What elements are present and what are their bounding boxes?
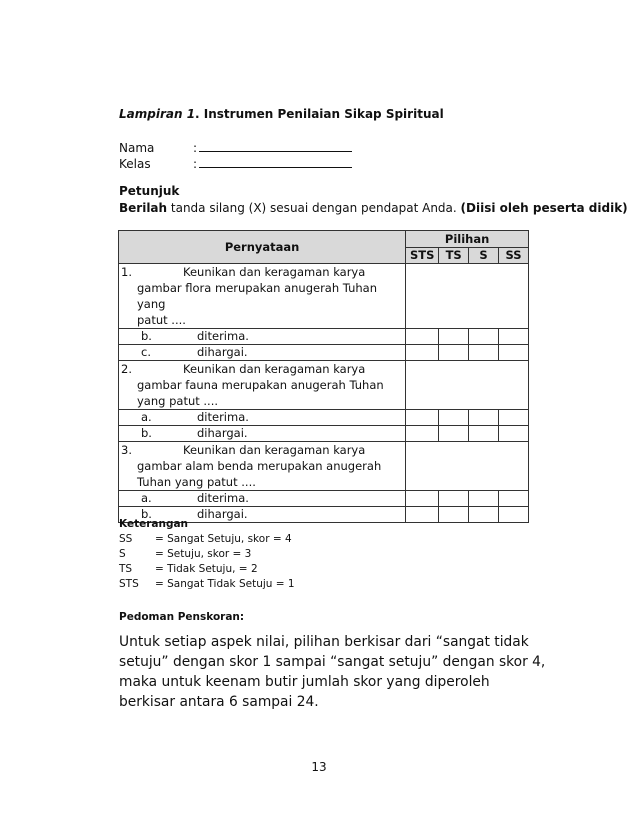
choice-cell-ts[interactable] [439, 426, 469, 442]
class-line [199, 157, 352, 168]
page-title [119, 107, 444, 121]
question-line: gambar fauna merupakan anugerah Tuhan [137, 378, 384, 392]
question-line: patut .... [137, 313, 186, 327]
question-text [119, 442, 406, 491]
choice-cell-s[interactable] [469, 410, 499, 426]
choice-cell-ts[interactable] [439, 410, 469, 426]
scoring-text: Untuk setiap aspek nilai, pilihan berkisar dari “sangat tidak setuju” dengan skor 1 sampai “sangat setuju” dengan skor 4, maka untuk keenam butir jumlah skor yang diperoleh berkisar antara 6 sampai 24. [119, 634, 546, 710]
legend-item [119, 563, 258, 575]
question-choice-blank [406, 442, 529, 491]
legend-item [119, 548, 251, 560]
choice-cell-ss[interactable] [499, 426, 529, 442]
header-statement: Pernyataan [119, 231, 406, 264]
name-colon: : [193, 141, 198, 155]
class-label: Kelas [119, 157, 151, 171]
option-letter: a. [141, 491, 152, 505]
instructions-text [119, 201, 628, 215]
choice-cell-sts[interactable] [406, 491, 439, 507]
name-field [119, 141, 352, 155]
choice-cell-ts[interactable] [439, 507, 469, 523]
name-line [199, 141, 352, 152]
question-line: yang patut .... [137, 394, 219, 408]
choice-cell-ss[interactable] [499, 410, 529, 426]
name-label: Nama [119, 141, 155, 155]
option-row [119, 410, 529, 426]
instr-bold-end: (Diisi oleh peserta didik) [460, 201, 628, 215]
choice-cell-sts[interactable] [406, 329, 439, 345]
legend-key: S [119, 548, 126, 560]
question-row [119, 442, 529, 491]
question-first-line: Keunikan dan keragaman karya [183, 265, 366, 279]
choice-cell-s[interactable] [469, 426, 499, 442]
instructions-title: Petunjuk [119, 184, 180, 198]
choice-cell-sts[interactable] [406, 426, 439, 442]
question-first-line: Keunikan dan keragaman karya [183, 443, 366, 457]
question-choice-blank [406, 361, 529, 410]
choice-cell-ss[interactable] [499, 345, 529, 361]
option-label [119, 329, 406, 345]
question-line: gambar flora merupakan anugerah Tuhan yang [137, 281, 377, 311]
choice-cell-ss[interactable] [499, 491, 529, 507]
choice-cell-ts[interactable] [439, 329, 469, 345]
choice-cell-ss[interactable] [499, 329, 529, 345]
question-row [119, 361, 529, 410]
legend-item [119, 578, 295, 590]
option-label [119, 426, 406, 442]
legend-desc: = Sangat Tidak Setuju = 1 [155, 578, 295, 590]
option-letter: b. [141, 507, 152, 521]
option-text: diterima. [197, 410, 249, 424]
choice-cell-s[interactable] [469, 345, 499, 361]
question-row [119, 264, 529, 329]
question-choice-blank [406, 264, 529, 329]
question-text [119, 361, 406, 410]
option-row [119, 491, 529, 507]
option-letter: b. [141, 329, 152, 343]
question-text [119, 264, 406, 329]
class-field [119, 157, 352, 171]
scoring-title: Pedoman Penskoran: [119, 611, 245, 623]
option-letter: b. [141, 426, 152, 440]
option-label [119, 491, 406, 507]
question-first-line: Keunikan dan keragaman karya [183, 362, 366, 376]
option-letter: c. [141, 345, 151, 359]
title-italic: Lampiran 1 [119, 107, 196, 121]
header-choice: Pilihan [406, 231, 529, 248]
legend-item [119, 533, 292, 545]
option-letter: a. [141, 410, 152, 424]
instr-bold-start: Berilah [119, 201, 168, 215]
legend-desc: = Sangat Setuju, skor = 4 [155, 533, 292, 545]
option-text: dihargai. [197, 345, 248, 359]
questionnaire-table [118, 230, 529, 523]
header-ss: SS [499, 247, 529, 264]
option-row [119, 345, 529, 361]
legend-key: STS [119, 578, 139, 590]
option-label [119, 410, 406, 426]
legend-desc: = Tidak Setuju, = 2 [155, 563, 258, 575]
option-text: diterima. [197, 491, 249, 505]
choice-cell-ss[interactable] [499, 507, 529, 523]
legend-key: TS [119, 563, 133, 575]
option-row [119, 329, 529, 345]
question-number: 2. [121, 362, 132, 376]
option-text: dihargai. [197, 426, 248, 440]
choice-cell-s[interactable] [469, 507, 499, 523]
choice-cell-ts[interactable] [439, 345, 469, 361]
legend-title: Keterangan [119, 518, 189, 530]
option-text: dihargai. [197, 507, 248, 521]
header-sts: STS [406, 247, 439, 264]
page-number: 13 [311, 760, 327, 774]
option-text: diterima. [197, 329, 249, 343]
question-line: Tuhan yang patut .... [137, 475, 256, 489]
legend-key: SS [119, 533, 133, 545]
header-s: S [469, 247, 499, 264]
question-number: 3. [121, 443, 132, 457]
option-row [119, 426, 529, 442]
question-number: 1. [121, 265, 132, 279]
choice-cell-ts[interactable] [439, 491, 469, 507]
instr-middle: tanda silang (X) sesuai dengan pendapat Anda. [167, 201, 461, 215]
header-ts: TS [439, 247, 469, 264]
class-colon: : [193, 157, 198, 171]
legend-desc: = Setuju, skor = 3 [155, 548, 252, 560]
option-label [119, 345, 406, 361]
choice-cell-sts[interactable] [406, 507, 439, 523]
choice-cell-sts[interactable] [406, 345, 439, 361]
title-rest: . Instrumen Penilaian Sikap Spiritual [195, 107, 444, 121]
choice-cell-s[interactable] [469, 329, 499, 345]
choice-cell-s[interactable] [469, 491, 499, 507]
question-line: gambar alam benda merupakan anugerah [137, 459, 382, 473]
choice-cell-sts[interactable] [406, 410, 439, 426]
